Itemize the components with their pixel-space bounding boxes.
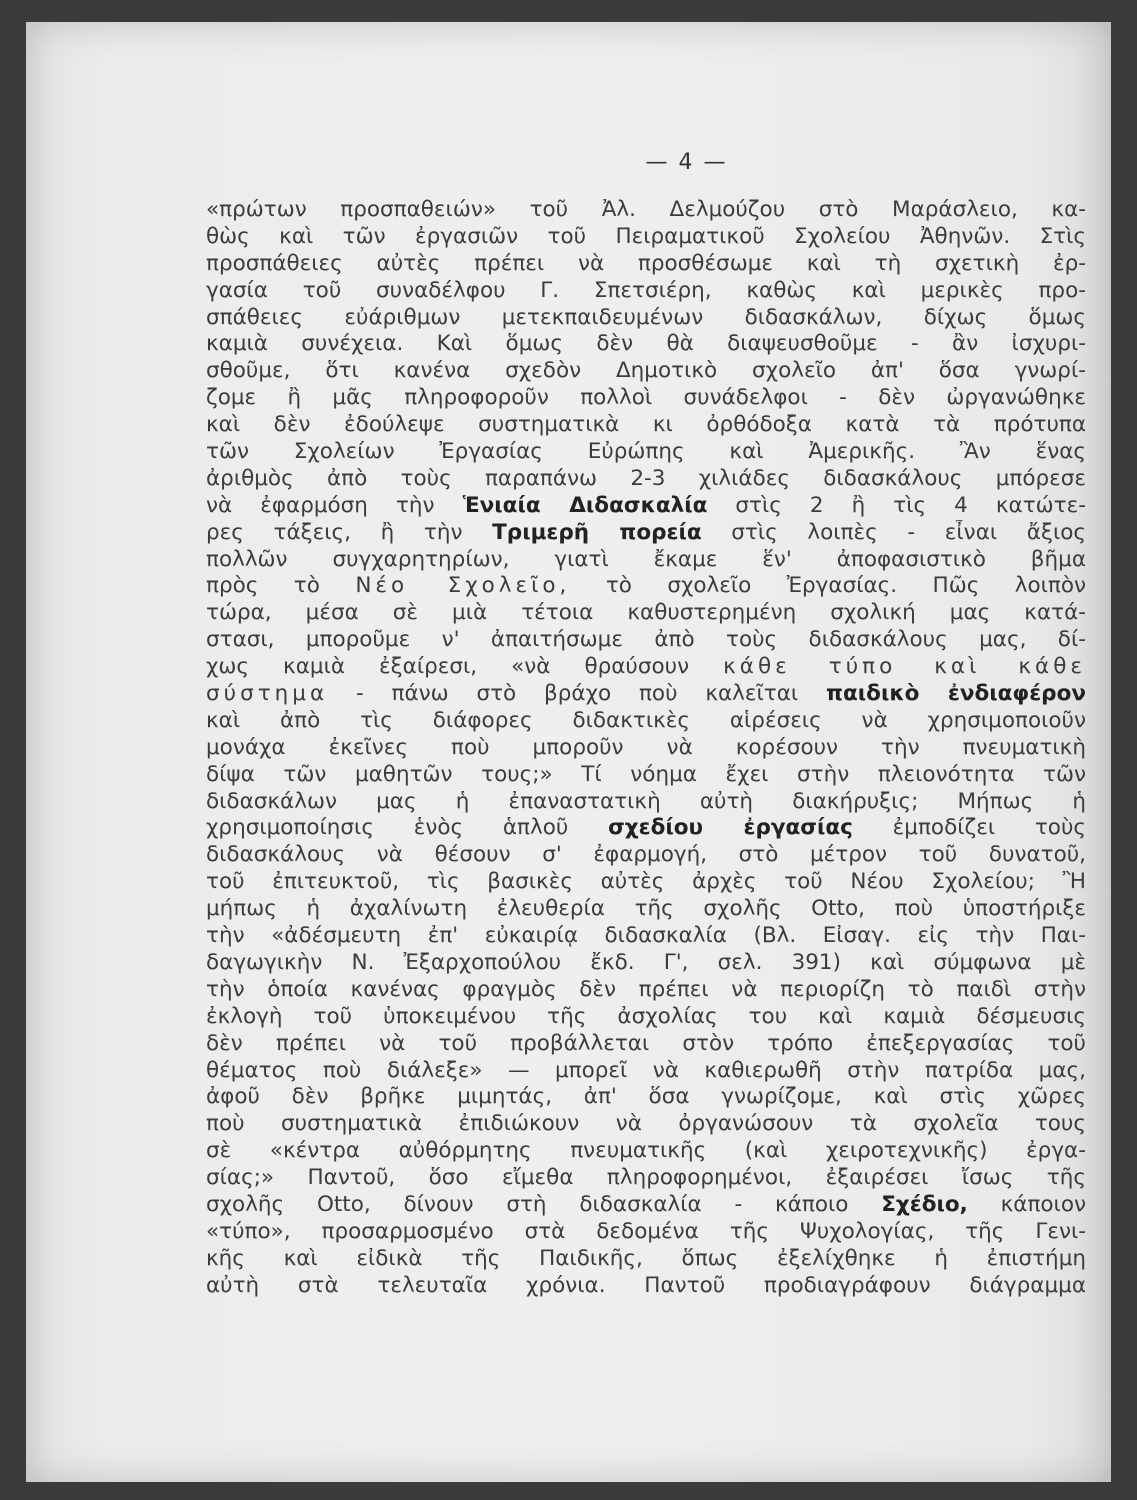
text-line <box>206 573 1086 600</box>
text-line: ἀριθμὸς ἀπὸ τοὺς παραπάνω 2-3 χιλιάδες διδασκάλους μπόρεσε <box>206 465 1086 491</box>
text-line: ἐκλογὴ τοῦ ὑποκειμένου τῆς ἀσχολίας του καὶ καμιὰ δέσμευσις <box>206 1003 1086 1029</box>
text-line: θὼς καὶ τῶν ἐργασιῶν τοῦ Πειραματικοῦ Σχολείου Ἀθηνῶν. Στὶς <box>206 223 1086 249</box>
text-line: σὲ «κέντρα αὐθόρμητης πνευματικῆς (καὶ χειροτεχνικῆς) ἐργα- <box>206 1138 1086 1164</box>
text-line <box>206 493 1086 520</box>
text-line: διδασκάλων μας ἡ ἐπαναστατικὴ αὐτὴ διακήρυξις; Μήπως ἡ <box>206 788 1086 814</box>
text-line: καὶ δὲν ἐδούλεψε συστηματικὰ κι ὀρθόδοξα κατὰ τὰ πρότυπα <box>206 412 1086 438</box>
bold-term: παιδικὸ ἐνδιαφέρον <box>826 681 1086 707</box>
text-line: διδασκάλους νὰ θέσουν σ' ἐφαρμογή, στὸ μέτρον τοῦ δυνατοῦ, <box>206 842 1086 868</box>
text-line: τῶν Σχολείων Ἐργασίας Εὐρώπης καὶ Ἀμερικῆς. Ἂν ἕνας <box>206 439 1086 465</box>
text-line: μονάχα ἐκεῖνες ποὺ μποροῦν νὰ κορέσουν τὴν πνευματικὴ <box>206 734 1086 760</box>
text-fragment: χως καμιὰ ἐξαίρεσι, «νὰ θραύσουν <box>206 654 690 680</box>
text-line: τὴν «ἀδέσμευτη ἐπ' εὐκαιρίᾳ διδασκαλία (Βλ. Εἰσαγ. εἰς τὴν Παι- <box>206 923 1086 949</box>
spaced-term: Νέο Σχολεῖο, <box>355 573 571 599</box>
text-line <box>206 1192 1086 1219</box>
text-fragment: κάποιον <box>1000 1191 1086 1217</box>
text-line: θέματος ποὺ διάλεξε» — μπορεῖ νὰ καθιερωθῆ στὴν πατρίδα μας, <box>206 1057 1086 1083</box>
text-fragment: χρησιμοποίησις ἑνὸς ἁπλοῦ <box>206 815 569 841</box>
text-fragment: ρες τάξεις, ἢ τὴν <box>206 519 463 545</box>
text-line: καὶ ἀπὸ τὶς διάφορες διδακτικὲς αἱρέσεις νὰ χρησιμοποιοῦν <box>206 707 1086 733</box>
text-line <box>206 520 1086 547</box>
text-line <box>206 654 1086 681</box>
text-fragment: νὰ ἐφαρμόση τὴν <box>206 492 435 518</box>
text-line: «πρώτων προσπαθειών» τοῦ Ἀλ. Δελμούζου στὸ Μαράσλειο, κα- <box>206 197 1086 222</box>
text-fragment: στὶς λοιπὲς - εἶναι ἄξιος <box>731 519 1086 545</box>
text-line: ποὺ συστηματικὰ ἐπιδιώκουν νὰ ὀργανώσουν τὰ σχολεῖα τους <box>206 1111 1086 1137</box>
bold-term: Ἑνιαία Διδασκαλία <box>462 492 708 518</box>
text-line: «τύπο», προσαρμοσμένο στὰ δεδομένα τῆς Ψυχολογίας, τῆς Γενι- <box>206 1218 1086 1244</box>
text-fragment: τὸ σχολεῖο Ἐργασίας. Πῶς λοιπὸν <box>605 573 1086 599</box>
text-line: ζομε ἢ μᾶς πληροφοροῦν πολλοὶ συνάδελφοι - δὲν ὠργανώθηκε <box>206 385 1086 411</box>
text-line: τὴν ὁποία κανένας φραγμὸς δὲν πρέπει νὰ περιορίζη τὸ παιδὶ στὴν <box>206 976 1086 1002</box>
page-number: — 4 — <box>645 150 728 175</box>
bold-term: Τριμερῆ πορεία <box>492 519 702 545</box>
text-line: κῆς καὶ εἰδικὰ τῆς Παιδικῆς, ὅπως ἐξελίχθηκε ἡ ἐπιστήμη <box>206 1245 1086 1271</box>
document-page <box>26 22 1111 1482</box>
text-line <box>206 681 1086 708</box>
text-line: τώρα, μέσα σὲ μιὰ τέτοια καθυστερημένη σχολική μας κατά- <box>206 600 1086 626</box>
text-line: πολλῶν συγχαρητηρίων, γιατὶ ἔκαμε ἕν' ἀποφασιστικὸ βῆμα <box>206 546 1086 572</box>
text-line: ἀφοῦ δὲν βρῆκε μιμητάς, ἀπ' ὅσα γνωρίζομε, καὶ στὶς χῶρες <box>206 1084 1086 1110</box>
text-line: δίψα τῶν μαθητῶν τους;» Τί νόημα ἔχει στὴν πλειονότητα τῶν <box>206 761 1086 787</box>
text-line: δαγωγικὴν Ν. Ἐξαρχοπούλου ἔκδ. Γ', σελ. 391) καὶ σύμφωνα μὲ <box>206 949 1086 975</box>
text-fragment: σχολῆς Otto, δίνουν στὴ διδασκαλία - κάποιο <box>206 1191 849 1217</box>
text-line: σπάθειες εὐάριθμων μετεκπαιδευμένων διδασκάλων, δίχως ὅμως <box>206 304 1086 330</box>
text-line: στασι, μποροῦμε ν' ἀπαιτήσωμε ἀπὸ τοὺς διδασκάλους μας, δί- <box>206 627 1086 653</box>
text-line: αὐτὴ στὰ τελευταῖα χρόνια. Παντοῦ προδιαγράφουν διάγραμμα <box>206 1272 1086 1298</box>
text-line: δὲν πρέπει νὰ τοῦ προβάλλεται στὸν τρόπο ἐπεξεργασίας τοῦ <box>206 1030 1086 1056</box>
body-text <box>206 197 1086 1300</box>
text-line: μήπως ἡ ἀχαλίνωτη ἐλευθερία τῆς σχολῆς Otto, ποὺ ὑποστήριξε <box>206 896 1086 922</box>
text-line: σθοῦμε, ὅτι κανένα σχεδὸν Δημοτικὸ σχολεῖο ἀπ' ὅσα γνωρί- <box>206 358 1086 384</box>
text-line: γασία τοῦ συναδέλφου Γ. Σπετσιέρη, καθὼς καὶ μερικὲς προ- <box>206 277 1086 303</box>
bold-term: Σχέδιο, <box>881 1191 968 1217</box>
text-line <box>206 815 1086 842</box>
text-fragment: ἐμποδίζει τοὺς <box>892 815 1086 841</box>
spaced-term: κάθε τύπο καὶ κάθε <box>723 654 1086 680</box>
text-fragment: στὶς 2 ἢ τὶς 4 κατώτε- <box>735 492 1086 518</box>
text-fragment: πρὸς τὸ <box>206 573 320 599</box>
text-line: σίας;» Παντοῦ, ὅσο εἴμεθα πληροφορημένοι, ἐξαιρέσει ἴσως τῆς <box>206 1165 1086 1191</box>
bold-term: σχεδίου ἐργασίας <box>608 815 853 841</box>
text-line: προσπάθειες αὐτὲς πρέπει νὰ προσθέσωμε καὶ τὴ σχετικὴ ἐρ- <box>206 250 1086 276</box>
text-line: τοῦ ἐπιτευκτοῦ, τὶς βασικὲς αὐτὲς ἀρχὲς τοῦ Νέου Σχολείου; Ἢ <box>206 869 1086 895</box>
text-line: καμιὰ συνέχεια. Καὶ ὅμως δὲν θὰ διαψευσθοῦμε - ἂν ἰσχυρι- <box>206 331 1086 357</box>
text-fragment: - πάνω στὸ βράχο ποὺ καλεῖται <box>355 681 799 707</box>
spaced-term: σύστημα <box>206 681 329 707</box>
